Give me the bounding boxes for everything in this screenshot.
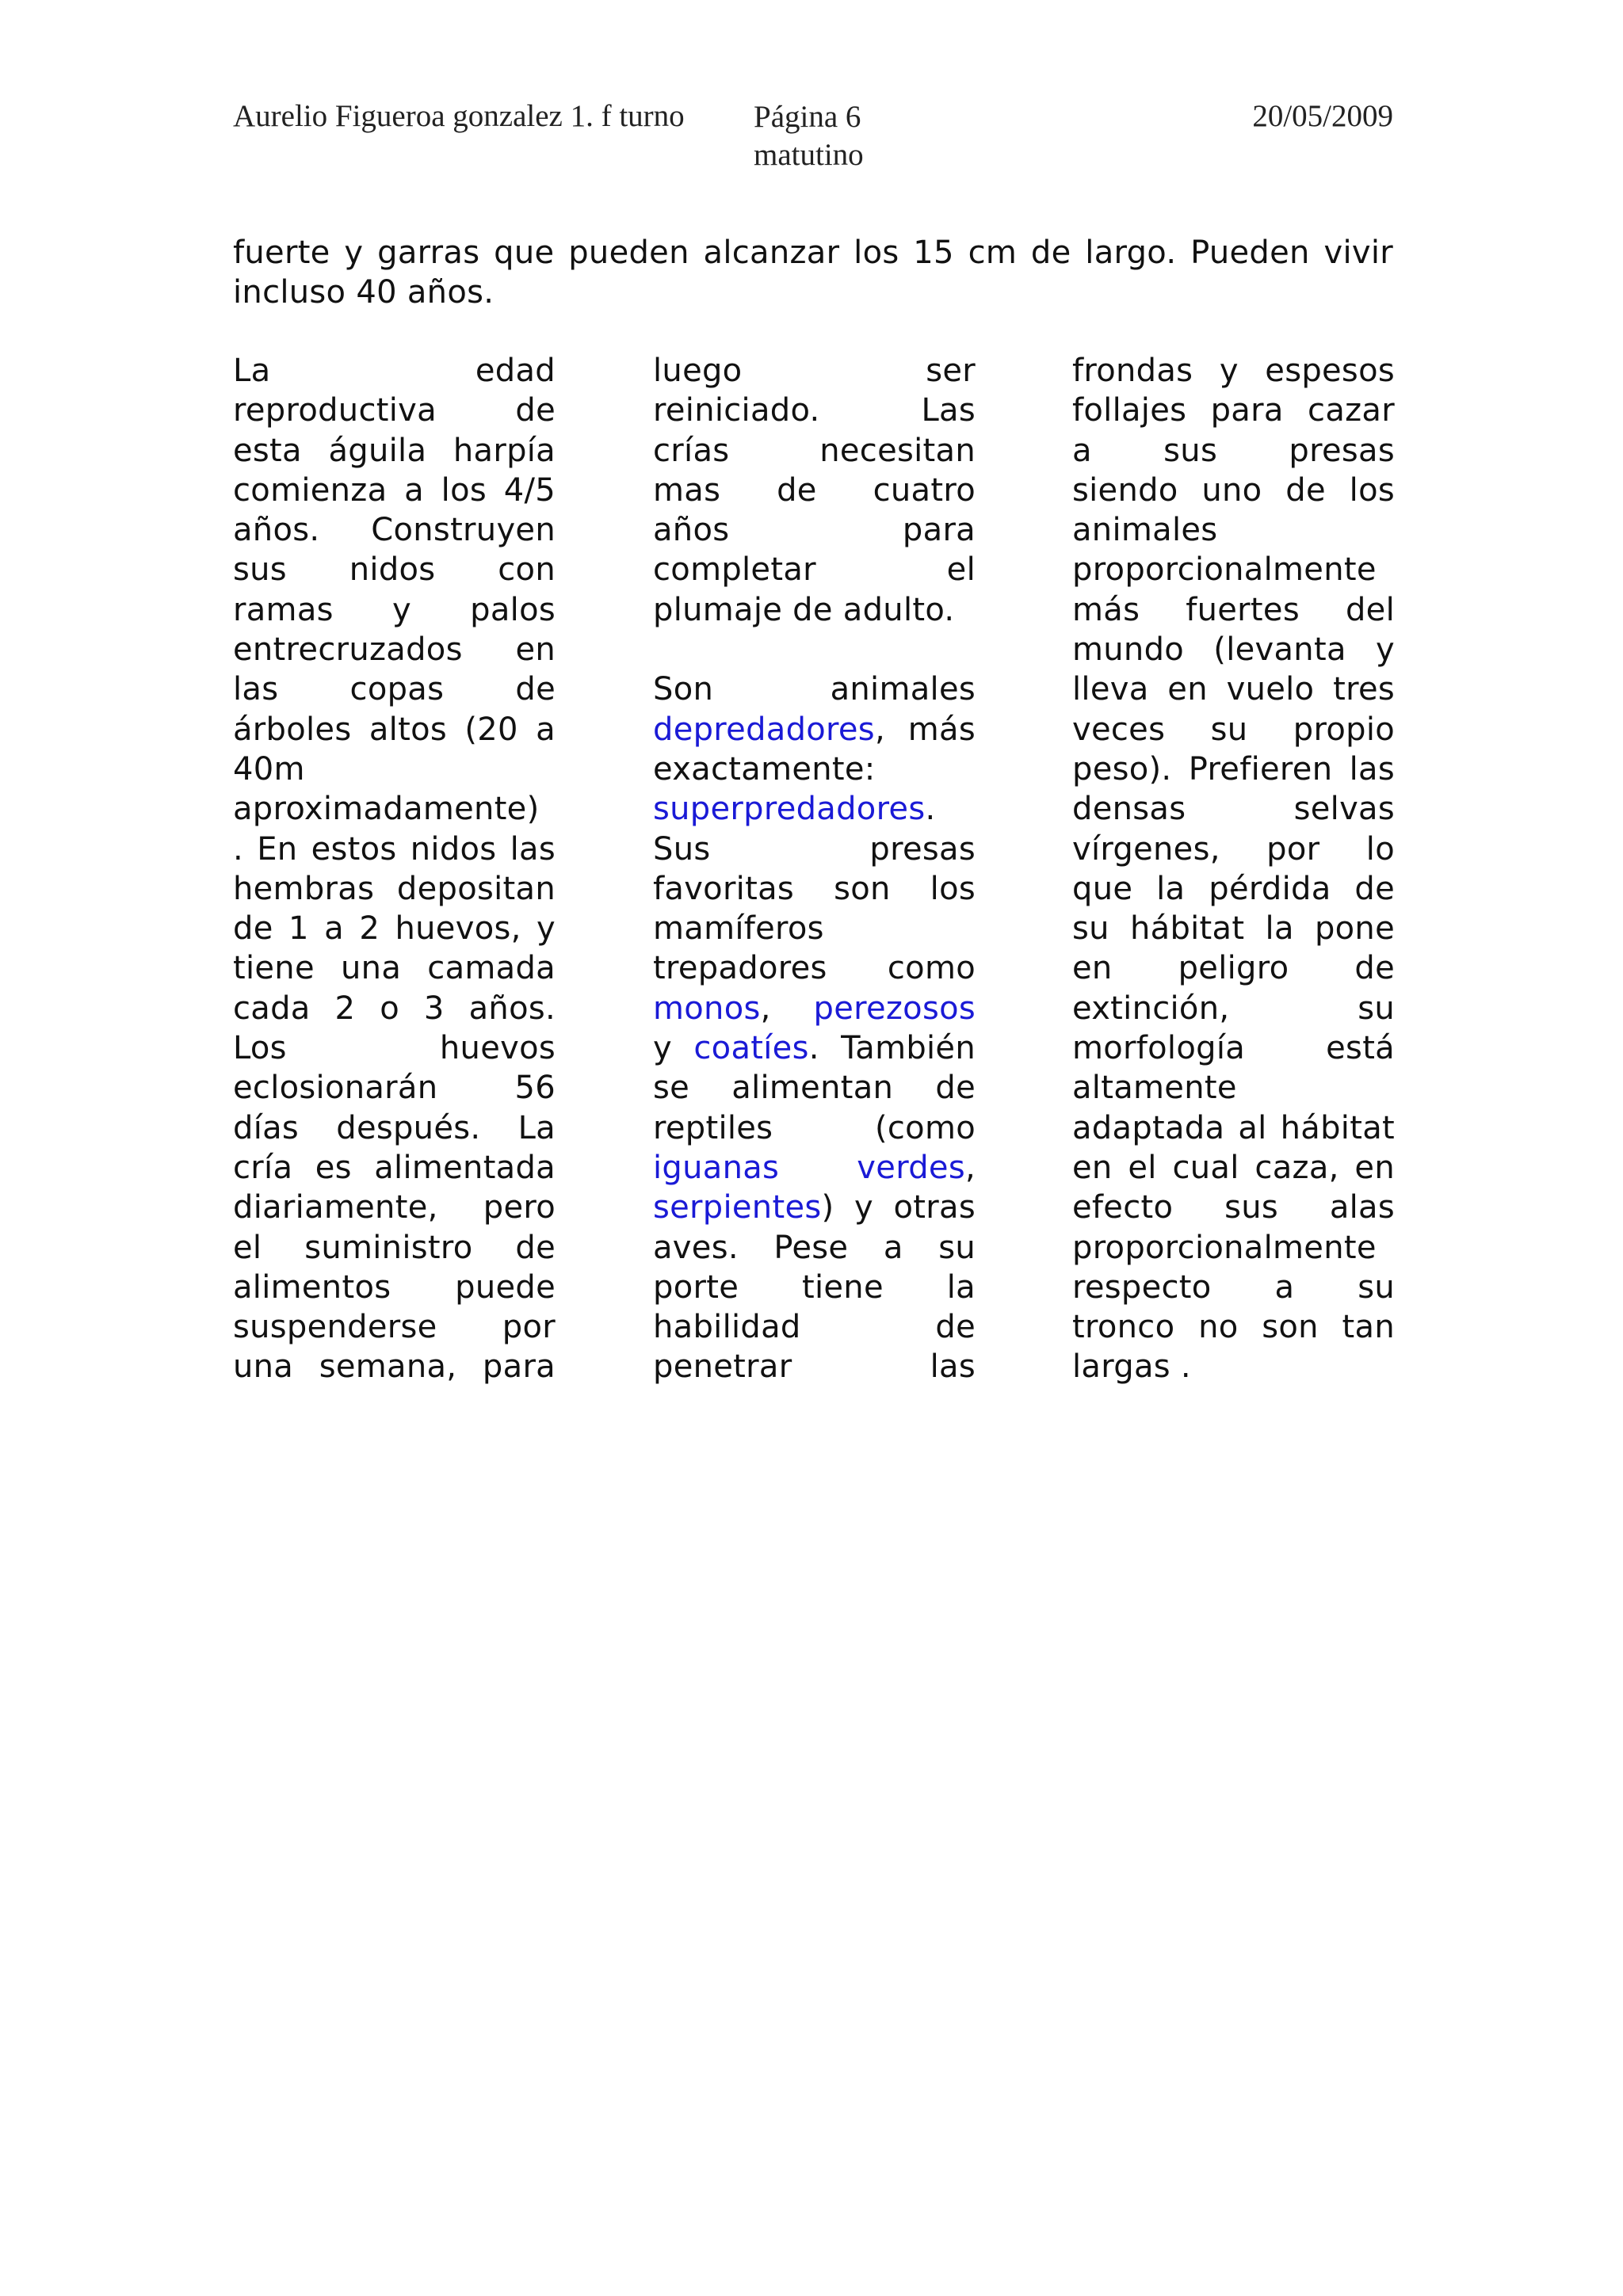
text-column-1: [233, 351, 556, 1387]
column-line: años para: [653, 512, 976, 549]
header-shift: matutino: [754, 138, 864, 172]
column-line: mundo (levanta y: [1072, 631, 1395, 669]
column-line: proporcionalmente: [1072, 551, 1377, 589]
column-line: en peligro de: [1072, 950, 1395, 987]
link-coaties[interactable]: coatíes: [693, 1030, 809, 1067]
column-line: extinción, su: [1072, 990, 1395, 1027]
link-iguanas-verdes[interactable]: iguanas verdes: [653, 1149, 965, 1186]
column-line: una semana, para: [233, 1348, 556, 1386]
column-line: [653, 1028, 976, 1068]
column-line: La edad: [233, 353, 556, 389]
column-line: comienza a los 4/5: [233, 471, 556, 509]
column-line: frondas y espesos: [1072, 353, 1395, 389]
column-line: en el cual caza, en: [1072, 1149, 1395, 1186]
link-monos[interactable]: monos: [653, 990, 761, 1027]
column-line: días después. La: [233, 1109, 556, 1146]
intro-paragraph: [233, 233, 1393, 313]
column-line: veces su propio: [1072, 711, 1395, 748]
column-line: follajes para cazar: [1072, 392, 1395, 429]
column-line: tiene una camada: [233, 950, 556, 987]
column-line: cría es alimentada: [233, 1149, 556, 1186]
column-line: proporcionalmente: [1072, 1229, 1377, 1266]
column-line: esta águila harpía: [233, 432, 556, 469]
link-superpredadores[interactable]: superpredadores: [653, 791, 926, 828]
column-line: altamente: [1072, 1070, 1237, 1107]
column-line: siendo uno de los: [1072, 471, 1395, 509]
column-line: completar el: [653, 551, 976, 589]
column-line: años. Construyen: [233, 512, 556, 549]
column-line: Son animales: [653, 671, 976, 708]
column-line: reiniciado. Las: [653, 392, 976, 429]
column-line: favoritas son los: [653, 870, 976, 907]
link-serpientes[interactable]: serpientes: [653, 1189, 822, 1226]
column-line: hembras depositan: [233, 870, 556, 907]
column-line: exactamente:: [653, 750, 876, 788]
column-line: mamíferos: [653, 910, 824, 948]
column-line: tronco no son tan: [1072, 1309, 1395, 1346]
column-line: trepadores como: [653, 950, 976, 987]
column-line: suspenderse por: [233, 1309, 556, 1346]
text-run: ) y otras: [821, 1189, 976, 1226]
column-line: morfología está: [1072, 1030, 1395, 1067]
column-line: aves. Pese a su: [653, 1229, 976, 1266]
column-line: a sus presas: [1072, 432, 1395, 469]
column-line: luego ser: [653, 353, 976, 389]
column-line: lleva en vuelo tres: [1072, 671, 1395, 708]
column-line: árboles altos (20 a: [233, 711, 556, 748]
column-line: el suministro de: [233, 1229, 556, 1266]
text-column-3: [1072, 351, 1395, 1387]
intro-line: fuerte y garras que pueden alcanzar los 15 cm de largo. Pueden vivir: [233, 235, 1393, 271]
column-line: cada 2 o 3 años.: [233, 990, 556, 1027]
text-run: . También: [808, 1030, 976, 1067]
column-line: efecto sus alas: [1072, 1189, 1395, 1226]
column-line: diariamente, pero: [233, 1189, 556, 1226]
text-run: ,: [760, 990, 771, 1027]
column-line: Los huevos: [233, 1030, 556, 1067]
column-line: de 1 a 2 huevos, y: [233, 910, 556, 948]
header-page-number: Página 6: [754, 100, 861, 134]
column-line: sus nidos con: [233, 551, 556, 589]
column-line: alimentos puede: [233, 1268, 556, 1306]
column-line: peso). Prefieren las: [1072, 750, 1395, 788]
column-line: mas de cuatro: [653, 471, 976, 509]
column-line: adaptada al hábitat: [1072, 1109, 1395, 1146]
column-line: se alimentan de: [653, 1070, 976, 1107]
column-line: largas .: [1072, 1348, 1191, 1386]
text-run: , más: [874, 711, 976, 748]
column-line: [653, 1148, 976, 1188]
column-line: ramas y palos: [233, 591, 556, 628]
column-line: [653, 1188, 976, 1227]
header-author: Aurelio Figueroa gonzalez 1. f turno: [233, 99, 685, 133]
column-line: penetrar las: [653, 1348, 976, 1386]
intro-line: incluso 40 años.: [233, 274, 495, 311]
column-line: [653, 710, 976, 749]
text-column-2: [653, 351, 976, 1387]
column-line: porte tiene la: [653, 1268, 976, 1306]
column-line: . En estos nidos las: [233, 830, 556, 868]
column-line: densas selvas: [1072, 791, 1395, 828]
column-line: animales: [1072, 512, 1218, 549]
column-line: Sus presas: [653, 830, 976, 868]
column-line: que la pérdida de: [1072, 870, 1395, 907]
page-header: [0, 95, 1623, 182]
column-line: reproductiva de: [233, 392, 556, 429]
column-line: plumaje de adulto.: [653, 591, 955, 628]
column-line: reptiles (como: [653, 1109, 976, 1146]
column-line: respecto a su: [1072, 1268, 1395, 1306]
header-page-info: [754, 98, 864, 174]
column-line: vírgenes, por lo: [1072, 830, 1395, 868]
column-line: más fuertes del: [1072, 591, 1395, 628]
text-run: ,: [964, 1149, 976, 1186]
column-line: aproximadamente): [233, 791, 540, 828]
column-line: habilidad de: [653, 1309, 976, 1346]
text-run: y: [653, 1030, 672, 1067]
column-line: crías necesitan: [653, 432, 976, 469]
column-line: eclosionarán 56: [233, 1070, 556, 1107]
column-line: [653, 989, 976, 1028]
header-date: 20/05/2009: [1252, 99, 1393, 133]
blank-line: [653, 630, 976, 669]
link-perezosos[interactable]: perezosos: [813, 990, 976, 1027]
column-line: entrecruzados en: [233, 631, 556, 669]
column-line: [653, 789, 976, 829]
column-line: su hábitat la pone: [1072, 910, 1395, 948]
column-line: 40m: [233, 750, 305, 788]
text-run: .: [925, 791, 936, 828]
column-line: las copas de: [233, 671, 556, 708]
link-depredadores[interactable]: depredadores: [653, 711, 875, 748]
